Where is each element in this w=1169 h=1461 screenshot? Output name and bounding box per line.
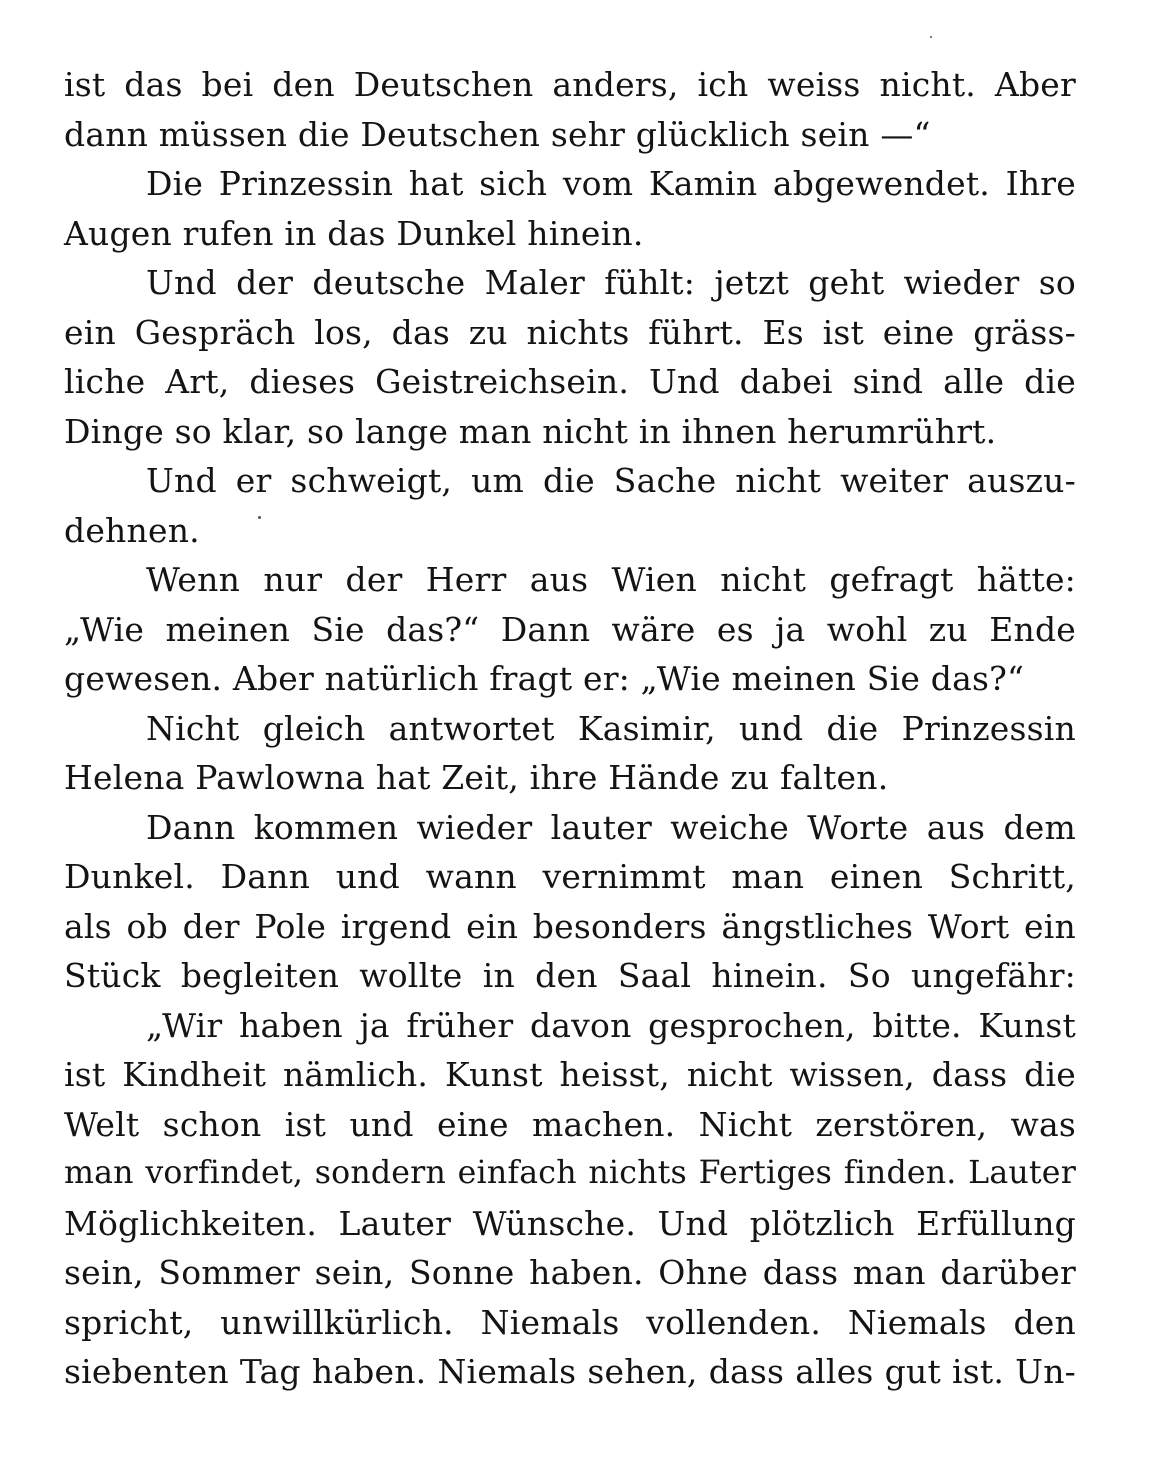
text-line: Möglichkeiten. Lauter Wünsche. Und plötzlich Erfüllung xyxy=(64,1203,1076,1243)
text-line: ist Kindheit nämlich. Kunst heisst, nicht wissen, dass die xyxy=(64,1055,1076,1094)
text-line: „Wie meinen Sie das?“ Dann wäre es ja wohl zu Ende xyxy=(64,609,1076,649)
text-line: Und er schweigt, um die Sache nicht weiter auszu- xyxy=(146,461,1076,500)
text-line: Welt schon ist und eine machen. Nicht zerstören, was xyxy=(64,1104,1076,1144)
text-line: Stück begleiten wollte in den Saal hinein. So ungefähr: xyxy=(64,956,1076,995)
text-line: dehnen. xyxy=(64,510,200,550)
book-page-text xyxy=(64,60,1076,1397)
text-line: siebenten Tag haben. Niemals sehen, dass alles gut ist. Un- xyxy=(64,1352,1076,1391)
text-line: ein Gespräch los, das zu nichts führt. Es ist eine gräss- xyxy=(64,312,1076,352)
text-line: liche Art, dieses Geistreichsein. Und dabei sind alle die xyxy=(64,362,1076,401)
text-line: Nicht gleich antwortet Kasimir, und die Prinzessin xyxy=(146,708,1076,748)
print-speck xyxy=(930,36,932,38)
text-line: Augen rufen in das Dunkel hinein. xyxy=(64,213,644,253)
text-line: Dann kommen wieder lauter weiche Worte aus dem xyxy=(146,807,1076,847)
text-line: man vorfindet, sondern einfach nichts Fertiges finden. Lauter xyxy=(64,1155,1076,1191)
text-line: „Wir haben ja früher davon gesprochen, bitte. Kunst xyxy=(146,1005,1076,1045)
text-line: gewesen. Aber natürlich fragt er: „Wie meinen Sie das?“ xyxy=(64,659,1025,698)
text-line: ist das bei den Deutschen anders, ich weiss nicht. Aber xyxy=(64,65,1076,104)
text-line: Helena Pawlowna hat Zeit, ihre Hände zu falten. xyxy=(64,758,889,797)
text-line: Wenn nur der Herr aus Wien nicht gefragt hätte: xyxy=(146,560,1076,599)
text-line: dann müssen die Deutschen sehr glücklich sein —“ xyxy=(64,114,931,154)
text-line: sein, Sommer sein, Sonne haben. Ohne dass man darüber xyxy=(64,1253,1076,1292)
text-line: Und der deutsche Maler fühlt: jetzt geht wieder so xyxy=(146,263,1076,302)
text-line: spricht, unwillkürlich. Niemals vollenden. Niemals den xyxy=(64,1302,1076,1342)
text-line: Die Prinzessin hat sich vom Kamin abgewendet. Ihre xyxy=(146,164,1076,203)
text-line: Dunkel. Dann und wann vernimmt man einen Schritt, xyxy=(64,857,1076,896)
text-line: als ob der Pole irgend ein besonders ängstliches Wort ein xyxy=(64,906,1076,946)
text-line: Dinge so klar, so lange man nicht in ihnen herumrührt. xyxy=(64,411,997,451)
